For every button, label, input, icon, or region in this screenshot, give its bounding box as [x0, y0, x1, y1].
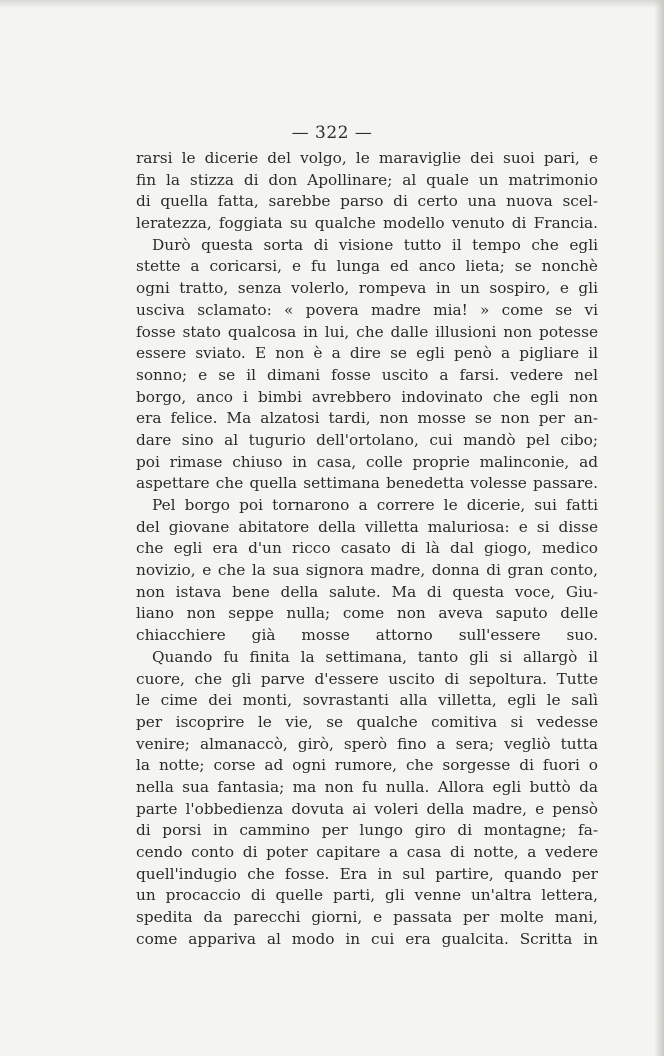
text-line: novizio, e che la sua signora madre, donna di gran conto, — [136, 561, 598, 580]
text-line: stette a coricarsi, e fu lunga ed anco lieta; se nonchè — [136, 257, 598, 276]
text-line: le cime dei monti, sovrastanti alla villetta, egli le salì — [136, 691, 598, 710]
text-line: Pel borgo poi tornarono a correre le dicerie, sui fatti — [152, 496, 598, 514]
text-line: poi rimase chiuso in casa, colle proprie malinconie, ad — [136, 452, 598, 471]
text-line: essere sviato. E non è a dire se egli penò a pigliare il — [136, 344, 598, 363]
text-line: rarsi le dicerie del volgo, le maraviglie dei suoi pari, e — [136, 149, 598, 167]
text-line: di porsi in cammino per lungo giro di montagne; fa- — [136, 821, 598, 840]
text-line: non istava bene della salute. Ma di questa voce, Giu- — [136, 582, 598, 601]
body-text — [136, 148, 598, 950]
text-line: quell'indugio che fosse. Era in sul partire, quando per — [136, 864, 598, 883]
text-line: per iscoprire le vie, se qualche comitiva si vedesse — [136, 712, 598, 731]
text-line: liano non seppe nulla; come non aveva saputo delle — [136, 604, 598, 623]
text-line: aspettare che quella settimana benedetta volesse passare. — [136, 474, 598, 493]
text-line: leratezza, foggiata su qualche modello venuto di Francia. — [136, 214, 598, 233]
text-line: Quando fu finita la settimana, tanto gli si allargò il — [152, 647, 598, 666]
text-line: fin la stizza di don Apollinare; al quale un matrimonio — [136, 170, 598, 189]
text-line: Durò questa sorta di visione tutto il tempo che egli — [152, 235, 598, 254]
text-line: dare sino al tugurio dell'ortolano, cui mandò pel cibo; — [136, 430, 598, 449]
page-number: — 322 — — [291, 123, 373, 143]
text-line: la notte; corse ad ogni rumore, che sorgesse di fuori o — [136, 756, 598, 775]
text-line: nella sua fantasia; ma non fu nulla. Allora egli buttò da — [136, 777, 598, 796]
text-line: del giovane abitatore della villetta maluriosa: e si disse — [136, 517, 598, 536]
text-line: spedita da parecchi giorni, e passata per molte mani, — [136, 908, 598, 927]
text-line: cuore, che gli parve d'essere uscito di sepoltura. Tutte — [136, 669, 598, 688]
text-line: era felice. Ma alzatosi tardi, non mosse se non per an- — [136, 409, 598, 428]
text-line: cendo conto di poter capitare a casa di notte, a vedere — [136, 843, 598, 861]
text-line: sonno; e se il dimani fosse uscito a farsi. vedere nel — [136, 365, 598, 384]
text-line: borgo, anco i bimbi avrebbero indovinato che egli non — [136, 387, 598, 406]
text-line: di quella fatta, sarebbe parso di certo una nuova scel- — [136, 192, 598, 211]
text-line: parte l'obbedienza dovuta ai voleri della madre, e pensò — [136, 799, 598, 818]
text-line: usciva sclamato: « povera madre mia! » come se vi — [136, 300, 598, 319]
text-line: fosse stato qualcosa in lui, che dalle illusioni non potesse — [136, 322, 598, 341]
text-line: chiacchiere già mosse attorno sull'essere suo. — [136, 626, 598, 645]
text-line: che egli era d'un ricco casato di là dal giogo, medico — [136, 539, 598, 558]
text-line: come appariva al modo in cui era gualcita. Scritta in — [136, 929, 598, 948]
text-line: ogni tratto, senza volerlo, rompeva in un sospiro, e gli — [136, 279, 598, 298]
text-line: un procaccio di quelle parti, gli venne un'altra lettera, — [136, 886, 598, 905]
text-line: venire; almanaccò, girò, sperò fino a sera; vegliò tutta — [136, 734, 598, 753]
